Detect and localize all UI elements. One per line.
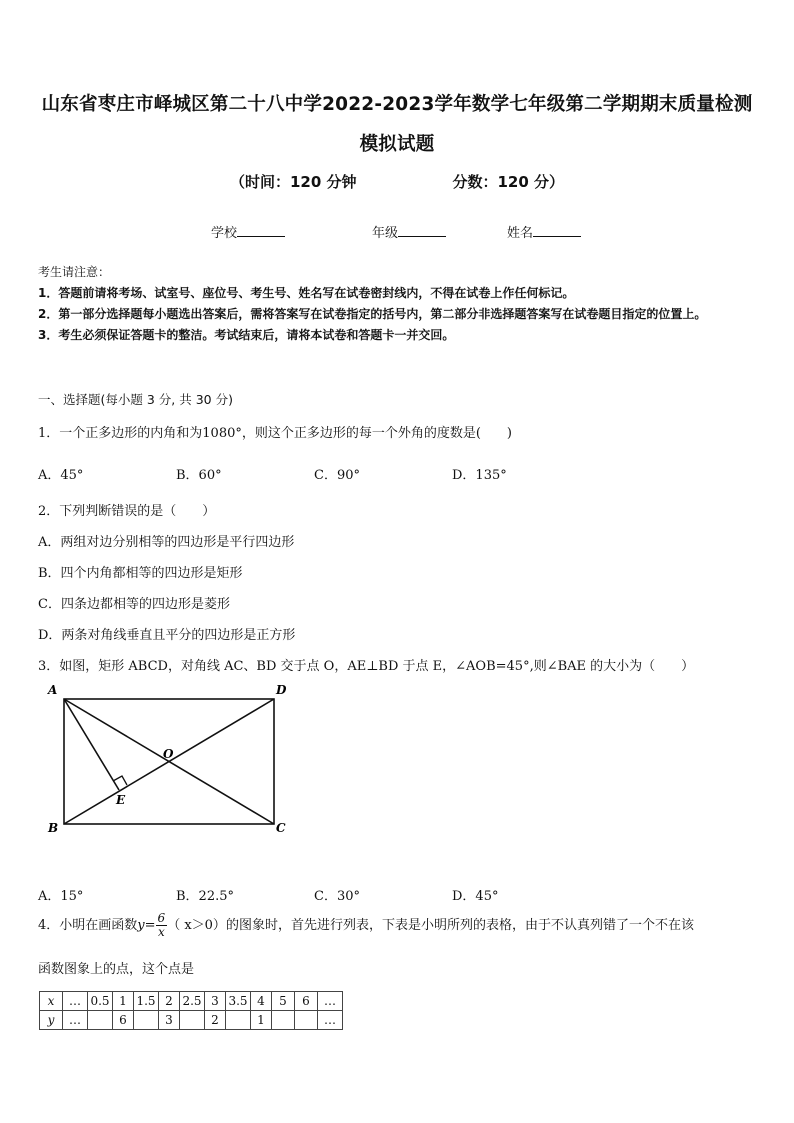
question-2-stem: 2．下列判断错误的是（ ） bbox=[38, 504, 216, 519]
q2-option-b[interactable]: B．四个内角都相等的四边形是矩形 bbox=[38, 566, 243, 581]
table-cell: … bbox=[63, 1011, 88, 1030]
q1-option-b[interactable]: B．60° bbox=[176, 468, 222, 483]
q4-fraction-denominator: x bbox=[157, 925, 165, 939]
segment-ae bbox=[64, 699, 119, 790]
q2-option-d[interactable]: D．两条对角线垂直且平分的四边形是正方形 bbox=[38, 628, 296, 643]
table-cell bbox=[226, 1011, 251, 1030]
table-cell: … bbox=[63, 992, 88, 1011]
value-table bbox=[39, 991, 343, 1030]
q4-func-y: y bbox=[137, 918, 145, 933]
question-3-stem: 3．如图，矩形 ABCD，对角线 AC、BD 交于点 O，AE⊥BD 于点 E，∠AOB=45°,则∠BAE 的大小为（ ） bbox=[38, 659, 695, 674]
table-cell: … bbox=[318, 1011, 343, 1030]
school-blank[interactable] bbox=[237, 224, 285, 237]
vertex-label-c: C bbox=[276, 821, 286, 835]
table-cell: 3 bbox=[159, 1011, 180, 1030]
table-cell: 3 bbox=[205, 992, 226, 1011]
table-cell bbox=[180, 1011, 205, 1030]
point-label-e: E bbox=[116, 793, 126, 807]
table-cell: 3.5 bbox=[226, 992, 251, 1011]
exam-title-line2: 模拟试题 bbox=[359, 134, 435, 155]
q4-condition: （ x＞0） bbox=[167, 918, 226, 933]
notice-item-2: 2．第一部分选择题每小题选出答案后，需将答案写在试卷指定的括号内，第二部分非选择题答案写在试卷题目指定的位置上。 bbox=[38, 307, 707, 321]
q2-option-a[interactable]: A．两组对边分别相等的四边形是平行四边形 bbox=[38, 535, 295, 550]
notice-heading: 考生请注意： bbox=[38, 265, 111, 279]
q1-option-c[interactable]: C．90° bbox=[314, 468, 360, 483]
table-cell: 5 bbox=[272, 992, 295, 1011]
table-cell bbox=[295, 1011, 318, 1030]
table-cell: 6 bbox=[295, 992, 318, 1011]
rectangle-diagram bbox=[40, 680, 300, 840]
q4-fraction bbox=[156, 912, 168, 939]
section-heading: 一、选择题(每小题 3 分, 共 30 分) bbox=[38, 392, 233, 407]
vertex-label-a: A bbox=[48, 683, 58, 697]
table-cell: 4 bbox=[251, 992, 272, 1011]
q3-option-a[interactable]: A．15° bbox=[38, 889, 84, 904]
name-blank[interactable] bbox=[533, 224, 581, 237]
q4-func-eq: = bbox=[144, 918, 156, 933]
table-cell bbox=[134, 1011, 159, 1030]
q3-option-c[interactable]: C．30° bbox=[314, 889, 360, 904]
table-cell: 1 bbox=[113, 992, 134, 1011]
table-cell: 1 bbox=[251, 1011, 272, 1030]
table-head-y: y bbox=[40, 1011, 63, 1030]
table-cell: 1.5 bbox=[134, 992, 159, 1011]
table-cell: 2.5 bbox=[180, 992, 205, 1011]
table-row-y bbox=[40, 1011, 343, 1030]
q3-option-b[interactable]: B．22.5° bbox=[176, 889, 234, 904]
name-label: 姓名 bbox=[507, 226, 534, 241]
table-cell bbox=[88, 1011, 113, 1030]
question-4-stem-line2: 函数图象上的点，这个点是 bbox=[38, 962, 195, 977]
q1-option-d[interactable]: D．135° bbox=[452, 468, 507, 483]
vertex-label-b: B bbox=[48, 821, 59, 835]
notice-item-1: 1．答题前请将考场、试室号、座位号、考生号、姓名写在试卷密封线内，不得在试卷上作任何标记。 bbox=[38, 286, 575, 300]
table-cell: 2 bbox=[205, 1011, 226, 1030]
school-label: 学校 bbox=[211, 226, 238, 241]
table-cell: 6 bbox=[113, 1011, 134, 1030]
question-1-stem: 1．一个正多边形的内角和为1080°，则这个正多边形的每一个外角的度数是( ) bbox=[38, 426, 512, 441]
vertex-label-d: D bbox=[276, 683, 287, 697]
exam-title-line1: 山东省枣庄市峄城区第二十八中学2022-2023学年数学七年级第二学期期末质量检测 bbox=[41, 94, 753, 115]
q4-stem-pre: 4．小明在画函数 bbox=[38, 918, 138, 933]
exam-meta bbox=[0, 171, 794, 192]
table-cell: 0.5 bbox=[88, 992, 113, 1011]
q3-option-d[interactable]: D．45° bbox=[452, 889, 499, 904]
table-cell: … bbox=[318, 992, 343, 1011]
table-head-x: x bbox=[40, 992, 63, 1011]
school-field[interactable] bbox=[211, 222, 285, 241]
grade-label: 年级 bbox=[372, 226, 399, 241]
table-cell bbox=[272, 1011, 295, 1030]
q2-option-c[interactable]: C．四条边都相等的四边形是菱形 bbox=[38, 597, 230, 612]
exam-score: 分数：120 分） bbox=[452, 173, 565, 191]
q1-option-a[interactable]: A．45° bbox=[38, 468, 84, 483]
name-field[interactable] bbox=[507, 222, 581, 241]
grade-field[interactable] bbox=[372, 222, 446, 241]
table-cell: 2 bbox=[159, 992, 180, 1011]
table-row-x bbox=[40, 992, 343, 1011]
q4-stem-post: 的图象时，首先进行列表，下表是小明所列的表格，由于不认真列错了一个不在该 bbox=[225, 918, 694, 933]
exam-time: （时间：120 分钟 bbox=[229, 173, 357, 191]
grade-blank[interactable] bbox=[398, 224, 446, 237]
notice-block bbox=[38, 262, 760, 346]
q4-fraction-numerator: 6 bbox=[157, 911, 166, 925]
question-4-stem bbox=[38, 912, 694, 939]
notice-item-3: 3．考生必须保证答题卡的整洁。考试结束后，请将本试卷和答题卡一并交回。 bbox=[38, 328, 455, 342]
point-label-o: O bbox=[163, 747, 174, 761]
